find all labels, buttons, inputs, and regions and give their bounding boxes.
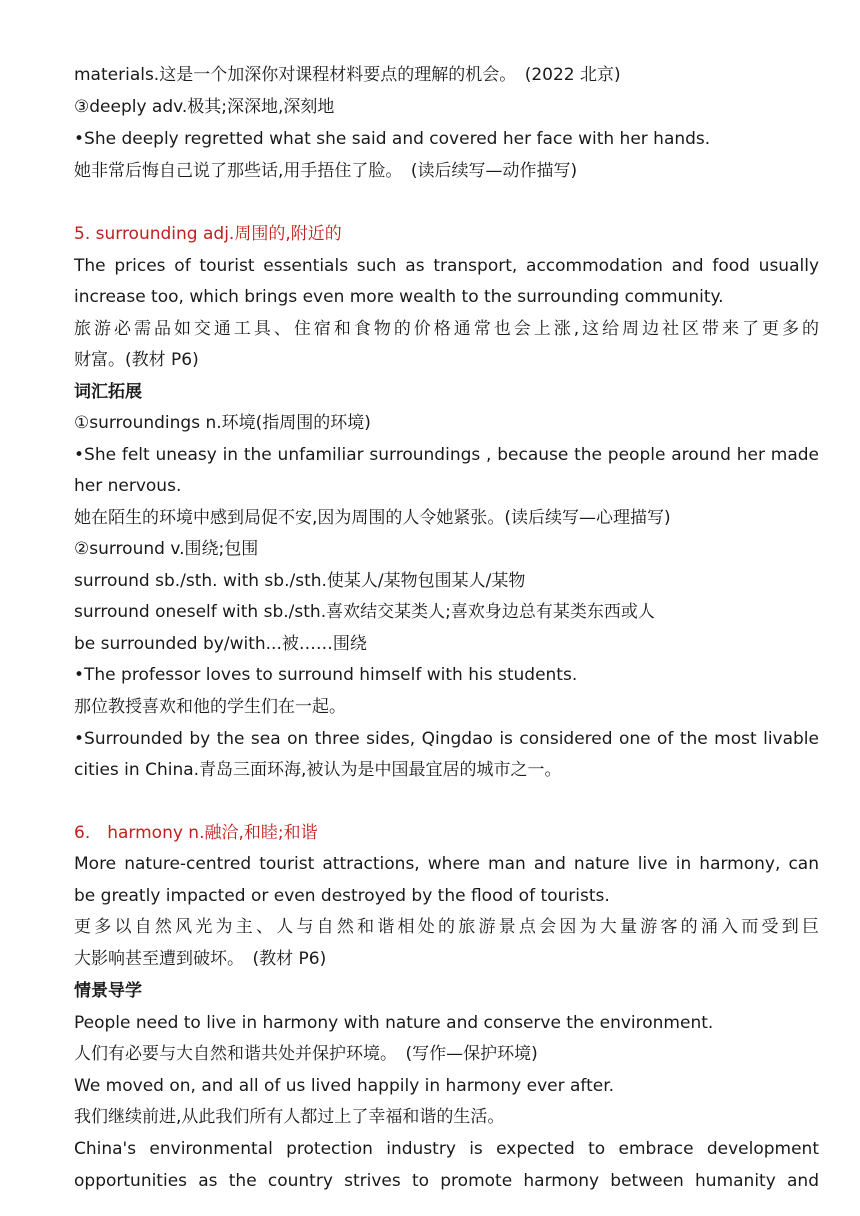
translation-line: 财富。(教材 P6) [74,350,199,370]
example-sentence: her nervous. [74,476,182,496]
translation-line: 旅游必需品如交通工具、住宿和食物的价格通常也会上涨,这给周边社区带来了更多的 [74,319,819,339]
section-heading-situational-learning: 情景导学 [74,981,142,1001]
translation-line: 那位教授喜欢和他的学生们在一起。 [74,697,346,717]
translation-line: 大影响甚至遭到破坏。 (教材 P6) [74,949,327,969]
example-sentence: We moved on, and all of us lived happily in harmony ever after. [74,1076,615,1096]
example-sentence: The prices of tourist essentials such as transport, accommodation and food usually [74,256,819,276]
example-sentence: China's environmental protection industry is expected to embrace development [74,1139,819,1159]
text-line: surround oneself with sb./sth.喜欢结交某类人;喜欢身边总有某类东西或人 [74,602,655,622]
example-sentence: •She deeply regretted what she said and covered her face with her hands. [74,129,711,149]
example-sentence: opportunities as the country strives to promote harmony between humanity and [74,1171,819,1191]
example-sentence: More nature-centred tourist attractions, where man and nature live in harmony, can [74,854,819,874]
example-sentence: People need to live in harmony with nature and conserve the environment. [74,1013,714,1033]
example-sentence: increase too, which brings even more wealth to the surrounding community. [74,287,724,307]
text-line: ②surround v.围绕;包围 [74,539,259,559]
text-line: materials.这是一个加深你对课程材料要点的理解的机会。 (2022 北京) [74,65,621,85]
translation-line: 她非常后悔自己说了那些话,用手捂住了脸。 (读后续写—动作描写) [74,161,578,181]
entry-heading-harmony: 6. harmony n.融洽,和睦;和谐 [74,823,318,843]
text-line: ①surroundings n.环境(指周围的环境) [74,413,371,433]
section-heading-vocab-expansion: 词汇拓展 [74,382,142,402]
example-sentence: cities in China.青岛三面环海,被认为是中国最宜居的城市之一。 [74,760,562,780]
translation-line: 她在陌生的环境中感到局促不安,因为周围的人令她紧张。(读后续写—心理描写) [74,508,671,528]
example-sentence: •The professor loves to surround himself with his students. [74,665,578,685]
translation-line: 更多以自然风光为主、人与自然和谐相处的旅游景点会因为大量游客的涌入而受到巨 [74,917,819,937]
entry-heading-surrounding: 5. surrounding adj.周围的,附近的 [74,224,342,244]
example-sentence: •She felt uneasy in the unfamiliar surroundings , because the people around her made [74,445,819,465]
example-sentence: be greatly impacted or even destroyed by the flood of tourists. [74,886,610,906]
text-line: ③deeply adv.极其;深深地,深刻地 [74,97,335,117]
translation-line: 人们有必要与大自然和谐共处并保护环境。 (写作—保护环境) [74,1044,538,1064]
translation-line: 我们继续前进,从此我们所有人都过上了幸福和谐的生活。 [74,1107,505,1127]
text-line: surround sb./sth. with sb./sth.使某人/某物包围某人/某物 [74,571,526,591]
text-line: be surrounded by/with...被……围绕 [74,634,367,654]
example-sentence: •Surrounded by the sea on three sides, Qingdao is considered one of the most livable [74,729,819,749]
